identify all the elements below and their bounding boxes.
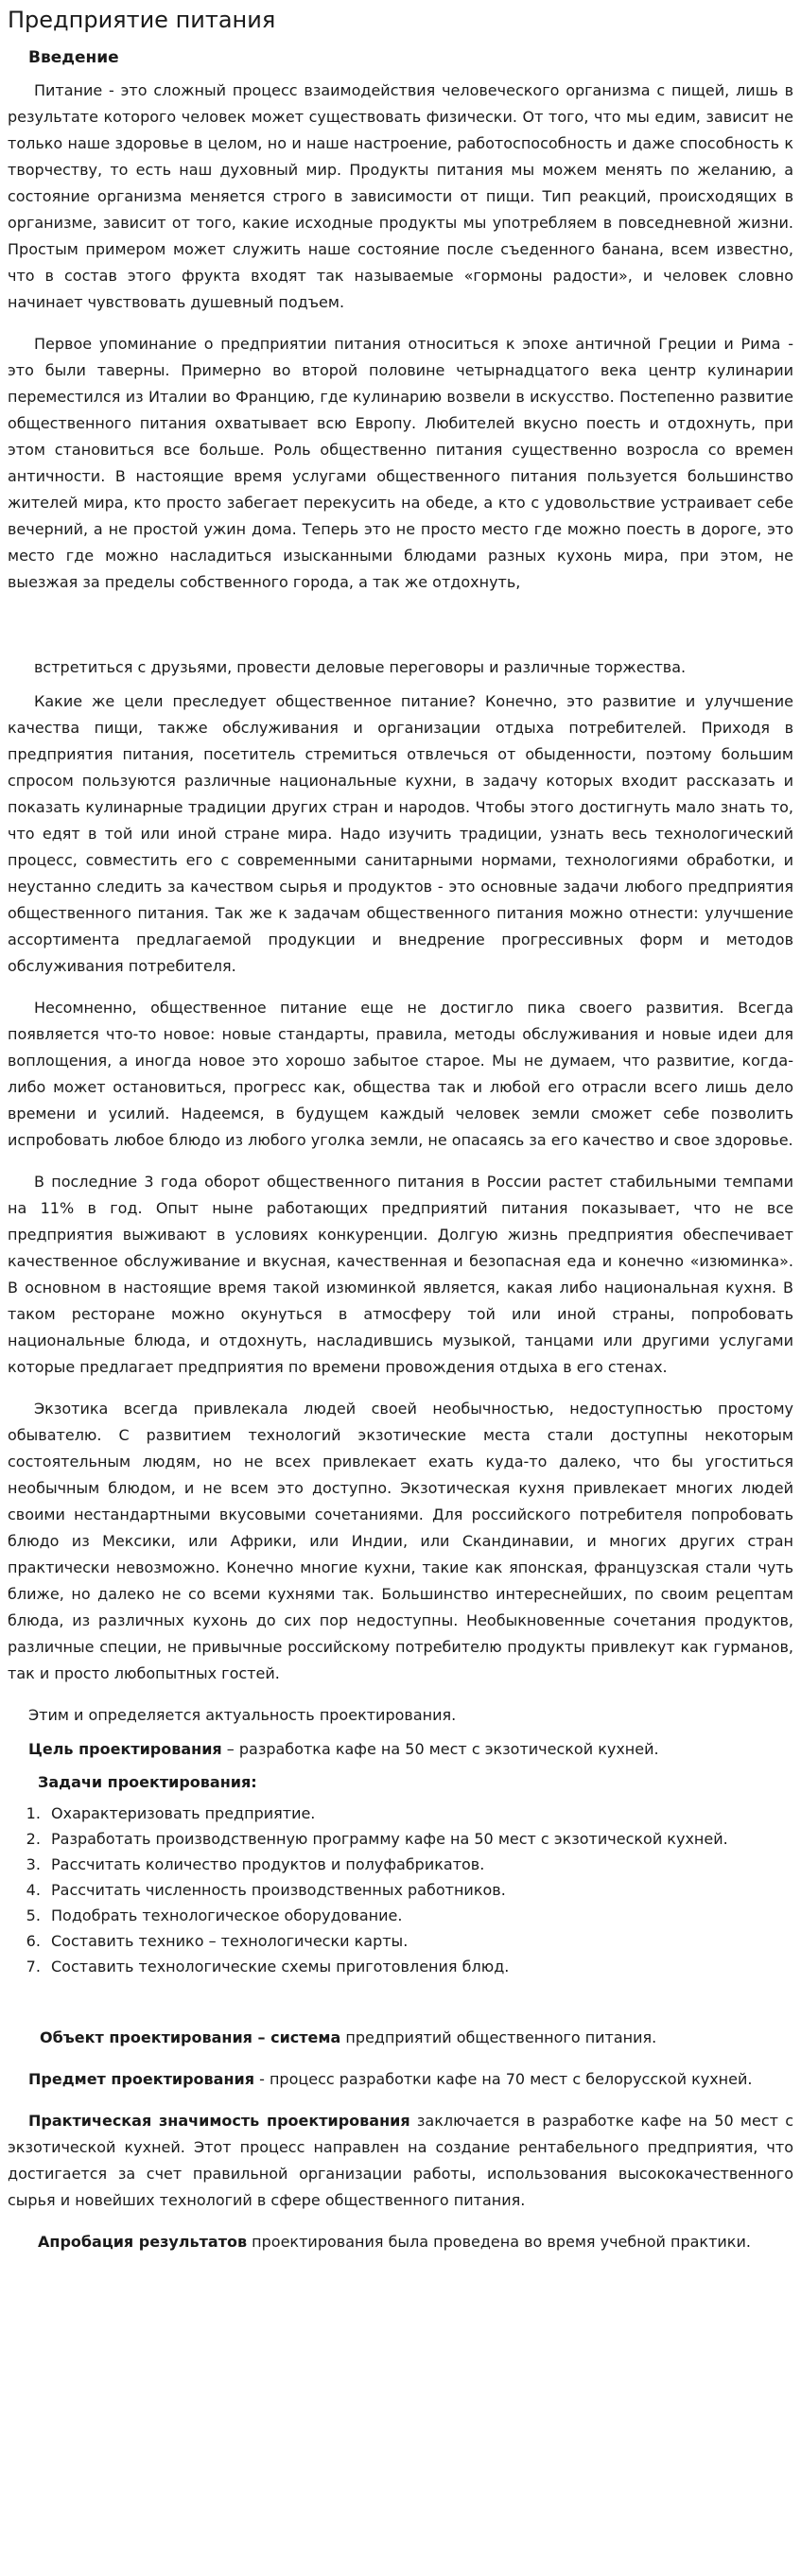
subject-text: - процесс разработки кафе на 70 мест с белорусской кухней. [254, 2070, 753, 2088]
task-item: 6. Составить технико – технологически карты. [45, 1928, 793, 1954]
subject-paragraph [8, 2066, 793, 2093]
goal-text: – разработка кафе на 50 мест с экзотической кухней. [221, 1740, 659, 1758]
object-paragraph [8, 2025, 793, 2051]
task-item: 1. Охарактеризовать предприятие. [45, 1801, 793, 1826]
goal-label: Цель проектирования [28, 1740, 222, 1758]
significance-text: заключается в разработке кафе на 50 мест с экзотической кухней. Этот процесс направлен на создание рентабельного предприятия, что достигается за счет правильной организации работы, использования высококачественного сырья и новейших технологий в сфере общественного питания. [8, 2112, 794, 2209]
significance-paragraph [8, 2108, 793, 2214]
subject-label: Предмет проектирования [28, 2070, 254, 2088]
paragraph-3: встретиться с друзьями, провести деловые переговоры и различные торжества. [34, 658, 687, 676]
task-item: 3. Рассчитать количество продуктов и полуфабрикатов. [45, 1852, 793, 1877]
task-item: 4. Рассчитать численность производственных работников. [45, 1877, 793, 1903]
approbation-label: Апробация результатов [38, 2233, 248, 2251]
paragraph-4: Какие же цели преследует общественное питание? Конечно, это развитие и улучшение качества пищи, также обслуживания и организации отдыха потребителей. Приходя в предприятия питания, посетитель стремиться отвлечься от обыденности, поэтому большим спросом пользуются различные национальные кухни, в задачу которых входит рассказать и показать кулинарные традиции других стран и народов. Чтобы этого достигнуть мало знать то, что едят в той или иной стране мира. Надо изучить традиции, узнать весь технологический процесс, совместить его с современными санитарными нормами, технологиями обработки, и неустанно следить за качеством сырья и продуктов - это основные задачи любого предприятия общественного питания. Так же к задачам общественного питания можно отнести: улучшение ассортимента предлагаемой продукции и внедрение прогрессивных форм и методов обслуживания потребителя. [8, 692, 793, 975]
task-item: 5. Подобрать технологическое оборудование. [45, 1903, 793, 1928]
goal-line [8, 1736, 793, 1763]
relevance-line: Этим и определяется актуальность проектирования. [28, 1706, 457, 1724]
significance-label: Практическая значимость проектирования [28, 2112, 410, 2130]
tasks-list [8, 1801, 793, 1979]
paragraph-1: Питание - это сложный процесс взаимодействия человеческого организма с пищей, лишь в результате которого человек может существовать физически. От того, что мы едим, зависит не только наше здоровье в целом, но и наше настроение, работоспособность и даже способность к творчеству, то есть наш духовный мир. Продукты питания мы можем менять по желанию, а состояние организма меняется строго в зависимости от пищи. Тип реакций, происходящих в организме, зависит от того, какие исходные продукты мы употребляем в повседневной жизни. Простым примером может служить наше состояние после съеденного банана, всем известно, что в состав этого фрукта входят так называемые «гормоны радости», и человек словно начинает чувствовать душевный подъем. [8, 81, 793, 311]
intro-heading: Введение [28, 48, 119, 67]
document-title: Предприятие питания [8, 7, 276, 33]
paragraph-6: В последние 3 года оборот общественного питания в России растет стабильными темпами на 11% в год. Опыт ныне работающих предприятий питания показывает, что не все предприятия выживают в условиях конкуренции. Долгую жизнь предприятия обеспечивает качественное обслуживание и вкусная, качественная и безопасная еда и конечно «изюминка». В основном в настоящие время такой изюминкой является, какая либо национальная кухня. В таком ресторане можно окунуться в атмосферу той или иной страны, попробовать национальные блюда, и отдохнуть, насладившись музыкой, танцами или другими услугами которые предлагает предприятия по времени провождения отдыха в его стенах. [8, 1173, 793, 1376]
task-item: 7. Составить технологические схемы приготовления блюд. [45, 1954, 793, 1979]
task-item: 2. Разработать производственную программу кафе на 50 мест с экзотической кухней. [45, 1826, 793, 1852]
paragraph-2: Первое упоминание о предприятии питания относиться к эпохе античной Греции и Рима - это были таверны. Примерно во второй половине четырнадцатого века центр кулинарии переместился из Италии во Францию, где кулинарию возвели в искусство. Постепенно развитие общественного питания охватывает всю Европу. Любителей вкусно поесть и отдохнуть, при этом становиться все больше. Роль общественно питания существенно возросла со времен античности. В настоящие время услугами общественного питания пользуется большинство жителей мира, кто просто забегает перекусить на обеде, а кто с удовольствие устраивает себе вечерний, а не простой ужин дома. Теперь это не просто место где можно поесть в дороге, это место где можно насладиться изысканными блюдами разных кухонь мира, при этом, не выезжая за пределы собственного города, а так же отдохнуть, [8, 335, 793, 591]
approbation-paragraph [8, 2229, 793, 2255]
object-text: предприятий общественного питания. [340, 2028, 657, 2046]
approbation-text: проектирования была проведена во время учебной практики. [247, 2233, 751, 2251]
paragraph-7: Экзотика всегда привлекала людей своей необычностью, недоступностью простому обывателю. С развитием технологий экзотические места стали доступны некоторым состоятельным людям, но не всех привлекает ехать куда-то далеко, что бы угоститься необычным блюдом, и не всем это доступно. Экзотическая кухня привлекает многих людей своими нестандартными вкусовыми сочетаниями. Для российского потребителя попробовать блюдо из Мексики, или Африки, или Индии, или Скандинавии, и многих других стран практически невозможно. Конечно многие кухни, такие как японская, французская стали чуть ближе, но далеко не со всеми кухнями так. Большинство интереснейших, по своим рецептам блюда, из различных кухонь до сих пор недоступны. Необыкновенные сочетания продуктов, различные специи, не привычные российскому потребителю продукты привлекут как гурманов, так и просто любопытных гостей. [8, 1400, 793, 1682]
tasks-heading: Задачи проектирования: [38, 1773, 257, 1791]
object-label: Объект проектирования – система [40, 2028, 341, 2046]
paragraph-5: Несомненно, общественное питание еще не достигло пика своего развития. Всегда появляется что-то новое: новые стандарты, правила, методы обслуживания и новые идеи для воплощения, а иногда новое это хорошо забытое старое. Мы не думаем, что развитие, когда-либо может остановиться, прогресс как, общества так и любой его отрасли всего лишь дело времени и усилий. Надеемся, в будущем каждый человек земли сможет себе позволить испробовать любое блюдо из любого уголка земли, не опасаясь за его качество и свое здоровье. [8, 999, 793, 1149]
